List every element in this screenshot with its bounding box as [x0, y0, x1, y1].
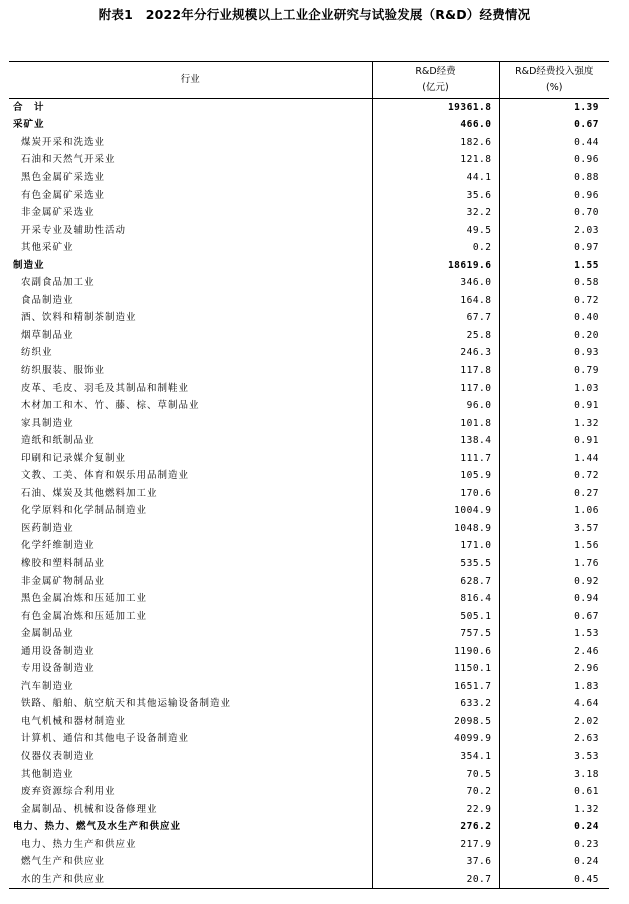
expenditure-cell: 32.2 — [372, 204, 499, 222]
expenditure-cell: 4099.9 — [372, 730, 499, 748]
industry-name-cell: 开采专业及辅助性活动 — [21, 224, 127, 236]
document-title: 附表1 2022年分行业规模以上工业企业研究与试验发展（R&D）经费情况 — [98, 7, 531, 22]
industry-name-cell: 制造业 — [13, 259, 45, 271]
expenditure-cell: 117.8 — [372, 362, 499, 380]
industry-row — [9, 800, 609, 818]
expenditure-cell: 1190.6 — [372, 642, 499, 660]
intensity-cell: 0.24 — [499, 818, 609, 836]
industry-name-cell: 非金属矿采选业 — [21, 207, 95, 219]
intensity-cell: 0.94 — [499, 590, 609, 608]
industry-row — [9, 449, 609, 467]
expenditure-cell: 466.0 — [372, 116, 499, 134]
industry-row — [9, 467, 609, 485]
expenditure-cell: 25.8 — [372, 327, 499, 345]
industry-row — [9, 169, 609, 187]
intensity-cell: 1.32 — [499, 800, 609, 818]
industry-row — [9, 414, 609, 432]
intensity-cell: 0.44 — [499, 134, 609, 152]
industry-row — [9, 765, 609, 783]
sector-row — [9, 256, 609, 274]
industry-name-cell: 家具制造业 — [21, 417, 74, 429]
industry-row — [9, 397, 609, 415]
expenditure-cell: 37.6 — [372, 853, 499, 871]
industry-name-cell: 印刷和记录媒介复制业 — [21, 452, 127, 464]
intensity-cell: 3.57 — [499, 520, 609, 538]
industry-name-cell: 水的生产和供应业 — [9, 871, 372, 889]
industry-name-cell: 仪器仪表制造业 — [21, 751, 95, 762]
sector-row — [9, 818, 609, 836]
industry-row — [9, 239, 609, 257]
expenditure-cell: 19361.8 — [372, 99, 499, 117]
industry-name-cell: 有色金属矿采选业 — [21, 189, 106, 201]
industry-name-cell: 燃气生产和供应业 — [21, 856, 106, 868]
intensity-cell: 0.72 — [499, 467, 609, 485]
column-header-intensity — [499, 62, 609, 99]
industry-row — [9, 555, 609, 573]
industry-name-cell: 酒、饮料和精制茶制造业 — [21, 312, 137, 324]
industry-name-cell: 医药制造业 — [21, 522, 74, 534]
intensity-cell: 0.24 — [499, 853, 609, 871]
industry-name-cell: 铁路、船舶、航空航天和其他运输设备制造业 — [21, 698, 232, 710]
intensity-cell: 0.70 — [499, 204, 609, 222]
industry-name-cell: 金属制品、机械和设备修理业 — [21, 803, 158, 815]
expenditure-cell: 217.9 — [372, 835, 499, 853]
expenditure-cell: 49.5 — [372, 221, 499, 239]
industry-row — [9, 186, 609, 204]
total-row — [9, 99, 609, 117]
industry-row — [9, 678, 609, 696]
industry-name-cell: 皮革、毛皮、羽毛及其制品和制鞋业 — [21, 382, 190, 394]
intensity-cell: 0.27 — [499, 485, 609, 503]
intensity-cell: 1.56 — [499, 537, 609, 555]
industry-name-cell: 专用设备制造业 — [21, 663, 95, 675]
header-row — [9, 62, 609, 99]
intensity-cell: 1.03 — [499, 379, 609, 397]
intensity-cell: 0.20 — [499, 327, 609, 345]
industry-row — [9, 572, 609, 590]
intensity-cell: 0.91 — [499, 432, 609, 450]
intensity-cell: 0.61 — [499, 783, 609, 801]
intensity-cell: 0.67 — [499, 607, 609, 625]
expenditure-cell: 105.9 — [372, 467, 499, 485]
expenditure-cell: 121.8 — [372, 151, 499, 169]
industry-name-cell: 电力、热力生产和供应业 — [21, 838, 137, 850]
column-header-expenditure — [372, 62, 499, 99]
intensity-cell: 1.06 — [499, 502, 609, 520]
industry-name-cell: 化学纤维制造业 — [21, 540, 95, 552]
expenditure-cell: 170.6 — [372, 485, 499, 503]
expenditure-cell: 20.7 — [372, 871, 499, 889]
expenditure-cell: 346.0 — [372, 274, 499, 292]
industry-name-cell: 文教、工美、体育和娱乐用品制造业 — [21, 470, 190, 482]
industry-name-cell: 其他采矿业 — [21, 242, 74, 254]
industry-name-cell: 石油和天然气开采业 — [21, 154, 116, 166]
expenditure-cell: 1004.9 — [372, 502, 499, 520]
expenditure-header-unit: (亿元) — [422, 82, 449, 93]
industry-name-cell: 烟草制品业 — [21, 329, 74, 341]
industry-name-cell: 煤炭开采和洗选业 — [21, 136, 106, 148]
expenditure-cell: 1150.1 — [372, 660, 499, 678]
intensity-cell: 0.79 — [499, 362, 609, 380]
intensity-cell: 3.18 — [499, 765, 609, 783]
industry-name-cell: 电气机械和器材制造业 — [21, 715, 127, 727]
expenditure-cell: 117.0 — [372, 379, 499, 397]
intensity-cell: 0.92 — [499, 572, 609, 590]
intensity-cell: 0.93 — [499, 344, 609, 362]
industry-name-cell: 造纸和纸制品业 — [21, 435, 95, 447]
expenditure-cell: 70.2 — [372, 783, 499, 801]
table-header — [9, 62, 609, 99]
industry-row — [9, 713, 609, 731]
industry-row — [9, 379, 609, 397]
expenditure-cell: 18619.6 — [372, 256, 499, 274]
industry-row — [9, 783, 609, 801]
expenditure-cell: 628.7 — [372, 572, 499, 590]
intensity-cell: 0.23 — [499, 835, 609, 853]
industry-name-cell: 纺织服装、服饰业 — [21, 364, 106, 376]
industry-row — [9, 502, 609, 520]
expenditure-cell: 1048.9 — [372, 520, 499, 538]
expenditure-cell: 67.7 — [372, 309, 499, 327]
industry-row — [9, 344, 609, 362]
industry-row — [9, 292, 609, 310]
industry-name-cell: 计算机、通信和其他电子设备制造业 — [21, 733, 190, 745]
intensity-cell: 4.64 — [499, 695, 609, 713]
expenditure-cell: 816.4 — [372, 590, 499, 608]
expenditure-cell: 138.4 — [372, 432, 499, 450]
industry-row — [9, 204, 609, 222]
industry-row — [9, 625, 609, 643]
expenditure-cell: 535.5 — [372, 555, 499, 573]
industry-row — [9, 520, 609, 538]
expenditure-cell: 96.0 — [372, 397, 499, 415]
intensity-cell: 1.44 — [499, 449, 609, 467]
intensity-cell: 1.53 — [499, 625, 609, 643]
industry-name-cell: 其他制造业 — [21, 768, 74, 780]
industry-name-cell: 合 计 — [13, 102, 45, 114]
industry-row — [9, 695, 609, 713]
intensity-cell: 0.96 — [499, 151, 609, 169]
expenditure-cell: 246.3 — [372, 344, 499, 362]
intensity-cell: 2.46 — [499, 642, 609, 660]
intensity-cell: 0.72 — [499, 292, 609, 310]
industry-name-cell: 通用设备制造业 — [21, 645, 95, 657]
rd-expenditure-table — [9, 61, 609, 889]
expenditure-cell: 633.2 — [372, 695, 499, 713]
intensity-cell: 3.53 — [499, 748, 609, 766]
intensity-cell: 1.55 — [499, 256, 609, 274]
expenditure-cell: 35.6 — [372, 186, 499, 204]
intensity-cell: 0.67 — [499, 116, 609, 134]
industry-name-cell: 电力、热力、燃气及水生产和供应业 — [13, 821, 182, 833]
industry-name-cell: 黑色金属冶炼和压延加工业 — [21, 593, 148, 605]
industry-row — [9, 309, 609, 327]
industry-row — [9, 748, 609, 766]
industry-row — [9, 432, 609, 450]
expenditure-cell: 111.7 — [372, 449, 499, 467]
intensity-cell: 1.32 — [499, 414, 609, 432]
industry-row — [9, 607, 609, 625]
industry-name-cell: 非金属矿物制品业 — [21, 575, 106, 587]
industry-row — [9, 871, 609, 889]
industry-name-cell: 橡胶和塑料制品业 — [21, 557, 106, 569]
expenditure-cell: 354.1 — [372, 748, 499, 766]
industry-name-cell: 石油、煤炭及其他燃料加工业 — [21, 487, 158, 499]
intensity-cell: 0.91 — [499, 397, 609, 415]
sector-row — [9, 116, 609, 134]
intensity-cell: 0.45 — [499, 871, 609, 889]
expenditure-cell: 2098.5 — [372, 713, 499, 731]
industry-name-cell: 汽车制造业 — [21, 680, 74, 692]
expenditure-cell: 1651.7 — [372, 678, 499, 696]
industry-row — [9, 590, 609, 608]
industry-row — [9, 221, 609, 239]
industry-row — [9, 537, 609, 555]
industry-name-cell: 黑色金属矿采选业 — [21, 171, 106, 183]
industry-row — [9, 485, 609, 503]
intensity-cell: 2.02 — [499, 713, 609, 731]
table-body — [9, 99, 609, 889]
industry-name-cell: 有色金属冶炼和压延加工业 — [21, 610, 148, 622]
industry-row — [9, 327, 609, 345]
intensity-cell: 2.63 — [499, 730, 609, 748]
expenditure-cell: 22.9 — [372, 800, 499, 818]
industry-row — [9, 362, 609, 380]
industry-name-cell: 食品制造业 — [21, 294, 74, 306]
industry-row — [9, 730, 609, 748]
expenditure-cell: 70.5 — [372, 765, 499, 783]
intensity-header-label: R&D经费投入强度 — [515, 66, 594, 77]
industry-row — [9, 151, 609, 169]
industry-row — [9, 835, 609, 853]
industry-name-cell: 废弃资源综合利用业 — [21, 786, 116, 798]
expenditure-cell: 44.1 — [372, 169, 499, 187]
expenditure-cell: 171.0 — [372, 537, 499, 555]
intensity-cell: 0.40 — [499, 309, 609, 327]
intensity-cell: 1.76 — [499, 555, 609, 573]
expenditure-cell: 505.1 — [372, 607, 499, 625]
intensity-cell: 0.97 — [499, 239, 609, 257]
expenditure-cell: 182.6 — [372, 134, 499, 152]
intensity-cell: 2.96 — [499, 660, 609, 678]
expenditure-header-label: R&D经费 — [415, 66, 456, 77]
intensity-cell: 1.83 — [499, 678, 609, 696]
expenditure-cell: 164.8 — [372, 292, 499, 310]
industry-name-cell: 木材加工和木、竹、藤、棕、草制品业 — [21, 400, 200, 412]
expenditure-cell: 101.8 — [372, 414, 499, 432]
intensity-cell: 0.58 — [499, 274, 609, 292]
expenditure-cell: 276.2 — [372, 818, 499, 836]
industry-name-cell: 采矿业 — [13, 119, 45, 131]
industry-row — [9, 660, 609, 678]
industry-row — [9, 134, 609, 152]
expenditure-cell: 757.5 — [372, 625, 499, 643]
column-header-industry: 行业 — [9, 62, 372, 99]
intensity-header-unit: (%) — [546, 82, 563, 93]
intensity-cell: 0.96 — [499, 186, 609, 204]
industry-name-cell: 金属制品业 — [21, 628, 74, 640]
intensity-cell: 1.39 — [499, 99, 609, 117]
intensity-cell: 0.88 — [499, 169, 609, 187]
industry-name-cell: 农副食品加工业 — [21, 277, 95, 289]
expenditure-cell: 0.2 — [372, 239, 499, 257]
intensity-cell: 2.03 — [499, 221, 609, 239]
industry-row — [9, 274, 609, 292]
industry-row — [9, 642, 609, 660]
industry-name-cell: 纺织业 — [21, 347, 53, 359]
industry-row — [9, 853, 609, 871]
industry-name-cell: 化学原料和化学制品制造业 — [21, 505, 148, 517]
